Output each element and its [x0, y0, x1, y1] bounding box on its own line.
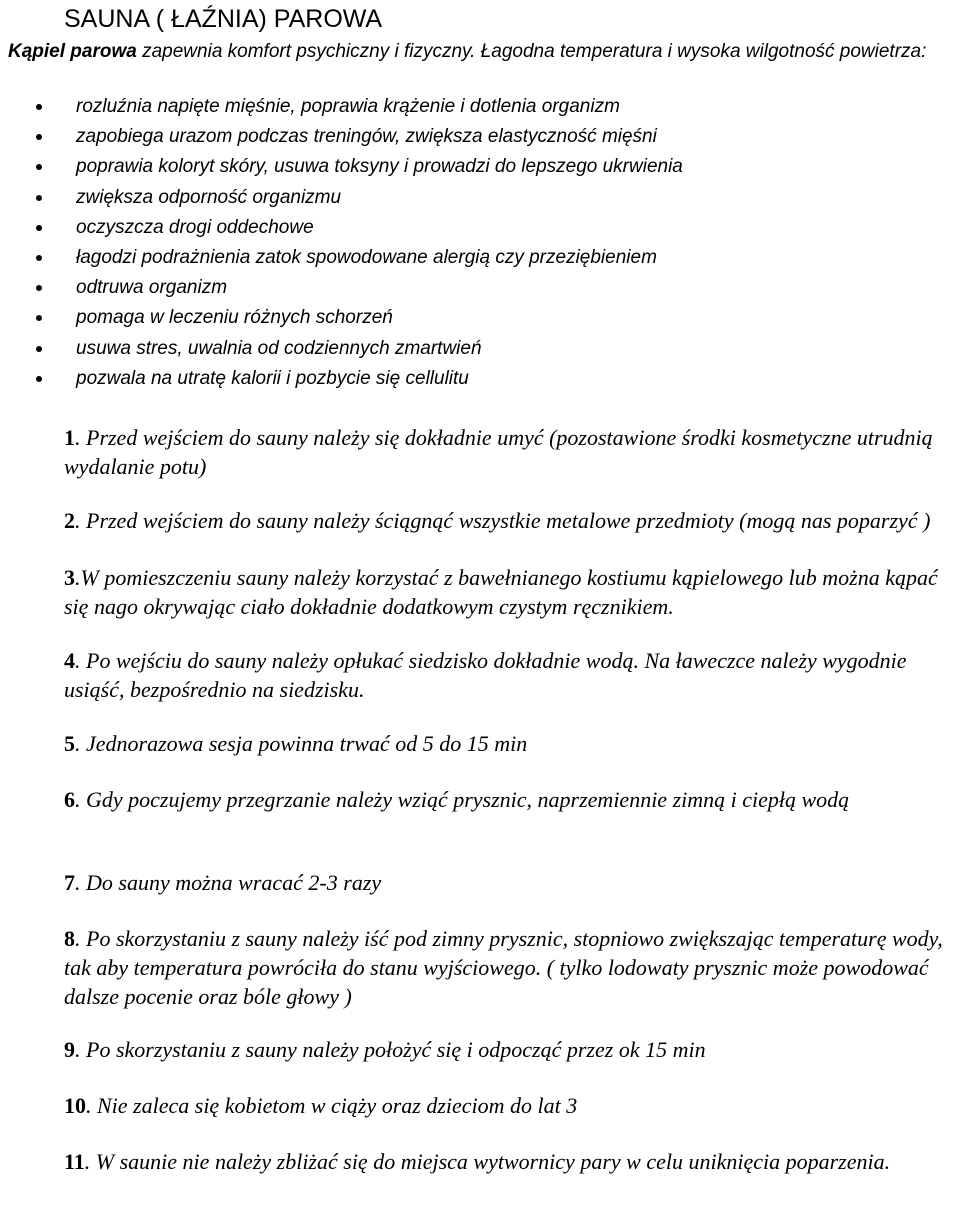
- rule-5: [64, 729, 954, 758]
- rule-text: . Po skorzystaniu z sauny należy iść pod zimny prysznic, stopniowo zwiększając temperaturę wody, tak aby temperatura powróciła do stanu wyjściowego. ( tylko lodowaty prysznic może powodować dalsze pocenie oraz bóle głowy ): [64, 926, 943, 1009]
- rule-1: [64, 423, 954, 481]
- bullet-icon: [36, 376, 42, 382]
- rule-3: [64, 563, 954, 621]
- rule-number: 4: [64, 648, 75, 673]
- rule-9: [64, 1035, 954, 1064]
- rule-number: 11: [64, 1149, 85, 1174]
- intro-text: zapewnia komfort psychiczny i fizyczny. Łagodna temperatura i wysoka wilgotność powietrza:: [136, 41, 927, 62]
- rule-number: 2: [64, 508, 75, 533]
- rule-text: . Po wejściu do sauny należy opłukać siedzisko dokładnie wodą. Na ławeczce należy wygodnie usiąść, bezpośrednio na siedzisku.: [64, 648, 907, 702]
- rule-text: . Gdy poczujemy przegrzanie należy wziąć prysznic, naprzemiennie zimną i ciepłą wodą: [75, 787, 850, 812]
- bullet-icon: [36, 255, 42, 261]
- rule-number: 9: [64, 1037, 75, 1062]
- list-item-text: usuwa stres, uwalnia od codziennych zmartwień: [76, 337, 482, 359]
- document-title: SAUNA ( ŁAŹNIA) PAROWA: [64, 5, 383, 33]
- bullet-icon: [36, 134, 42, 140]
- rule-8: [64, 924, 954, 1011]
- rule-number: 6: [64, 787, 75, 812]
- rule-text: . Do sauny można wracać 2-3 razy: [75, 870, 382, 895]
- list-item-text: zapobiega urazom podczas treningów, zwiększa elastyczność mięśni: [76, 126, 657, 148]
- rule-number: 8: [64, 926, 75, 951]
- rule-text: . Nie zaleca się kobietom w ciąży oraz dzieciom do lat 3: [86, 1093, 578, 1118]
- rule-number: 3: [64, 565, 75, 590]
- rule-2: [64, 506, 954, 535]
- rule-11: [64, 1147, 954, 1176]
- rule-text: . Przed wejściem do sauny należy się dokładnie umyć (pozostawione środki kosmetyczne utrudnią wydalanie potu): [64, 425, 933, 479]
- rule-text: . Przed wejściem do sauny należy ściągnąć wszystkie metalowe przedmioty (mogą nas poparzyć ): [75, 508, 931, 533]
- rule-number: 10: [64, 1093, 86, 1118]
- list-item-text: zwiększa odporność organizmu: [76, 186, 342, 208]
- list-item-text: rozluźnia napięte mięśnie, poprawia krążenie i dotlenia organizm: [76, 96, 620, 117]
- rule-10: [64, 1091, 954, 1120]
- rule-number: 5: [64, 731, 75, 756]
- rule-text: . Jednorazowa sesja powinna trwać od 5 do 15 min: [75, 731, 528, 756]
- bullet-icon: [36, 285, 42, 291]
- rule-text: . W saunie nie należy zbliżać się do miejsca wytwornicy pary w celu uniknięcia poparzenia.: [84, 1149, 891, 1174]
- intro-bold-phrase: Kąpiel parowa: [8, 41, 137, 62]
- rule-4: [64, 646, 954, 704]
- list-item-text: pozwala na utratę kalorii i pozbycie się cellulitu: [76, 367, 469, 389]
- list-item-text: oczyszcza drogi oddechowe: [76, 216, 314, 238]
- list-item-text: pomaga w leczeniu różnych schorzeń: [76, 307, 393, 329]
- rule-6: [64, 785, 954, 814]
- list-item-text: poprawia koloryt skóry, usuwa toksyny i prowadzi do lepszego ukrwienia: [76, 156, 683, 178]
- rule-text: .W pomieszczeniu sauny należy korzystać z bawełnianego kostiumu kąpielowego lub można kąpać się nago okrywając ciało dokładnie dodatkowym czystym ręcznikiem.: [64, 565, 938, 619]
- bullet-icon: [36, 104, 42, 110]
- bullet-icon: [36, 346, 42, 352]
- rule-number: 1: [64, 425, 75, 450]
- rule-7: [64, 868, 954, 897]
- rule-number: 7: [64, 870, 75, 895]
- bullet-icon: [36, 195, 42, 201]
- bullet-icon: [36, 225, 42, 231]
- list-item-text: łagodzi podrażnienia zatok spowodowane alergią czy przeziębieniem: [76, 246, 657, 268]
- intro-paragraph: [8, 38, 956, 66]
- list-item-text: odtruwa organizm: [76, 277, 228, 299]
- rule-text: . Po skorzystaniu z sauny należy położyć się i odpocząć przez ok 15 min: [75, 1037, 706, 1062]
- bullet-icon: [36, 164, 42, 170]
- bullet-icon: [36, 315, 42, 321]
